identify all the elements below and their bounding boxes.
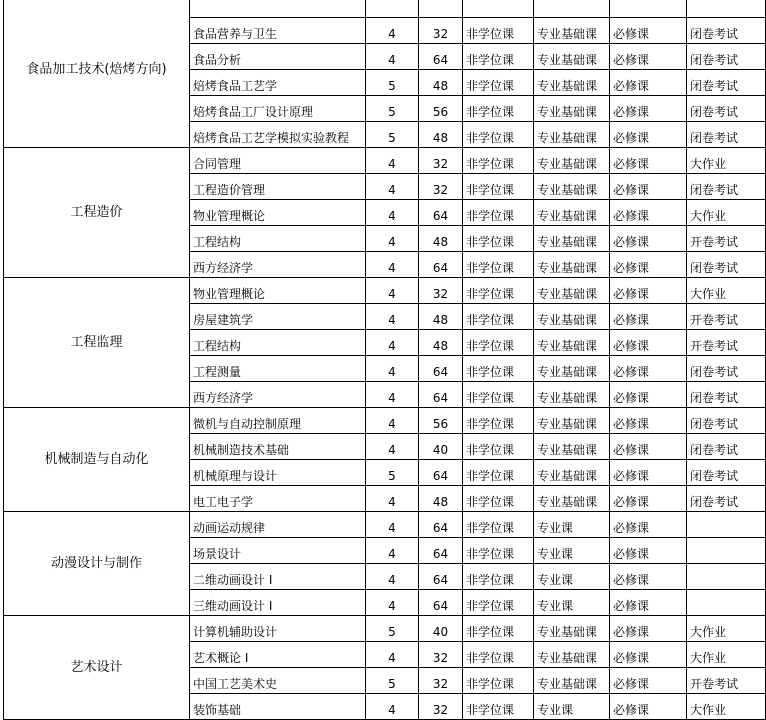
hours-cell: 64 bbox=[419, 590, 463, 616]
hours-cell: 32 bbox=[419, 642, 463, 668]
hours-cell: 64 bbox=[419, 356, 463, 382]
exam-method-cell bbox=[687, 590, 766, 616]
course-name-cell: 物业管理概论 bbox=[190, 278, 366, 304]
course-category-cell: 专业基础课 bbox=[534, 18, 610, 44]
credits-cell: 4 bbox=[366, 330, 419, 356]
degree-type-cell: 非学位课 bbox=[463, 304, 534, 330]
degree-type-cell: 非学位课 bbox=[463, 694, 534, 720]
requirement-cell: 必修课 bbox=[610, 356, 687, 382]
hours-cell: 48 bbox=[419, 226, 463, 252]
course-name-cell: 动画运动规律 bbox=[190, 512, 366, 538]
credits-cell: 4 bbox=[366, 148, 419, 174]
hours-cell: 48 bbox=[419, 70, 463, 96]
hours-cell: 64 bbox=[419, 44, 463, 70]
course-category-cell: 专业基础课 bbox=[534, 122, 610, 148]
course-name-cell: 西方经济学 bbox=[190, 252, 366, 278]
credits-cell bbox=[366, 0, 419, 18]
exam-method-cell: 开卷考试 bbox=[687, 304, 766, 330]
requirement-cell: 必修课 bbox=[610, 694, 687, 720]
exam-method-cell: 闭卷考试 bbox=[687, 18, 766, 44]
course-name-cell bbox=[190, 0, 366, 18]
degree-type-cell: 非学位课 bbox=[463, 330, 534, 356]
major-name: 工程监理 bbox=[4, 278, 190, 408]
exam-method-cell bbox=[687, 564, 766, 590]
course-category-cell: 专业基础课 bbox=[534, 278, 610, 304]
requirement-cell: 必修课 bbox=[610, 174, 687, 200]
exam-method-cell: 大作业 bbox=[687, 278, 766, 304]
requirement-cell: 必修课 bbox=[610, 226, 687, 252]
credits-cell: 5 bbox=[366, 96, 419, 122]
credits-cell: 4 bbox=[366, 642, 419, 668]
exam-method-cell: 大作业 bbox=[687, 642, 766, 668]
exam-method-cell: 闭卷考试 bbox=[687, 460, 766, 486]
exam-method-cell: 开卷考试 bbox=[687, 226, 766, 252]
exam-method-cell: 闭卷考试 bbox=[687, 486, 766, 512]
credits-cell: 4 bbox=[366, 434, 419, 460]
course-category-cell: 专业基础课 bbox=[534, 96, 610, 122]
course-name-cell: 合同管理 bbox=[190, 148, 366, 174]
hours-cell: 64 bbox=[419, 200, 463, 226]
hours-cell: 40 bbox=[419, 616, 463, 642]
degree-type-cell: 非学位课 bbox=[463, 174, 534, 200]
degree-type-cell: 非学位课 bbox=[463, 564, 534, 590]
hours-cell: 64 bbox=[419, 252, 463, 278]
major-name: 工程造价 bbox=[4, 148, 190, 278]
exam-method-cell: 大作业 bbox=[687, 694, 766, 720]
credits-cell: 4 bbox=[366, 512, 419, 538]
exam-method-cell: 大作业 bbox=[687, 616, 766, 642]
course-category-cell: 专业课 bbox=[534, 564, 610, 590]
exam-method-cell: 大作业 bbox=[687, 200, 766, 226]
course-category-cell: 专业基础课 bbox=[534, 200, 610, 226]
degree-type-cell bbox=[463, 0, 534, 18]
table-row bbox=[4, 616, 766, 642]
exam-method-cell: 大作业 bbox=[687, 148, 766, 174]
major-name: 食品加工技术(焙烤方向) bbox=[4, 0, 190, 148]
requirement-cell: 必修课 bbox=[610, 122, 687, 148]
requirement-cell: 必修课 bbox=[610, 148, 687, 174]
hours-cell: 32 bbox=[419, 18, 463, 44]
course-name-cell: 机械原理与设计 bbox=[190, 460, 366, 486]
course-category-cell: 专业基础课 bbox=[534, 252, 610, 278]
course-name-cell: 焙烤食品工艺学模拟实验教程 bbox=[190, 122, 366, 148]
course-category-cell: 专业基础课 bbox=[534, 668, 610, 694]
exam-method-cell: 开卷考试 bbox=[687, 668, 766, 694]
course-name-cell: 装饰基础 bbox=[190, 694, 366, 720]
degree-type-cell: 非学位课 bbox=[463, 96, 534, 122]
hours-cell: 48 bbox=[419, 330, 463, 356]
course-category-cell: 专业基础课 bbox=[534, 356, 610, 382]
degree-type-cell: 非学位课 bbox=[463, 616, 534, 642]
requirement-cell: 必修课 bbox=[610, 642, 687, 668]
degree-type-cell: 非学位课 bbox=[463, 226, 534, 252]
course-name-cell: 电工电子学 bbox=[190, 486, 366, 512]
degree-type-cell: 非学位课 bbox=[463, 200, 534, 226]
major-name: 艺术设计 bbox=[4, 616, 190, 720]
exam-method-cell: 闭卷考试 bbox=[687, 70, 766, 96]
course-category-cell: 专业课 bbox=[534, 694, 610, 720]
degree-type-cell: 非学位课 bbox=[463, 252, 534, 278]
requirement-cell: 必修课 bbox=[610, 252, 687, 278]
hours-cell: 40 bbox=[419, 434, 463, 460]
credits-cell: 4 bbox=[366, 252, 419, 278]
course-name-cell: 机械制造技术基础 bbox=[190, 434, 366, 460]
degree-type-cell: 非学位课 bbox=[463, 356, 534, 382]
course-name-cell: 焙烤食品工艺学 bbox=[190, 70, 366, 96]
course-name-cell: 物业管理概论 bbox=[190, 200, 366, 226]
degree-type-cell: 非学位课 bbox=[463, 44, 534, 70]
exam-method-cell: 闭卷考试 bbox=[687, 96, 766, 122]
course-name-cell: 食品分析 bbox=[190, 44, 366, 70]
credits-cell: 4 bbox=[366, 304, 419, 330]
table-row bbox=[4, 0, 766, 18]
degree-type-cell: 非学位课 bbox=[463, 122, 534, 148]
credits-cell: 4 bbox=[366, 174, 419, 200]
requirement-cell: 必修课 bbox=[610, 330, 687, 356]
degree-type-cell: 非学位课 bbox=[463, 460, 534, 486]
course-name-cell: 艺术概论 I bbox=[190, 642, 366, 668]
hours-cell: 32 bbox=[419, 174, 463, 200]
degree-type-cell: 非学位课 bbox=[463, 434, 534, 460]
exam-method-cell: 闭卷考试 bbox=[687, 122, 766, 148]
exam-method-cell: 闭卷考试 bbox=[687, 382, 766, 408]
course-category-cell: 专业基础课 bbox=[534, 434, 610, 460]
course-category-cell: 专业基础课 bbox=[534, 382, 610, 408]
course-name-cell: 工程造价管理 bbox=[190, 174, 366, 200]
requirement-cell: 必修课 bbox=[610, 408, 687, 434]
hours-cell: 32 bbox=[419, 148, 463, 174]
course-category-cell: 专业课 bbox=[534, 538, 610, 564]
hours-cell: 48 bbox=[419, 486, 463, 512]
course-name-cell: 中国工艺美术史 bbox=[190, 668, 366, 694]
credits-cell: 4 bbox=[366, 486, 419, 512]
credits-cell: 5 bbox=[366, 668, 419, 694]
hours-cell: 56 bbox=[419, 96, 463, 122]
course-category-cell: 专业基础课 bbox=[534, 616, 610, 642]
credits-cell: 4 bbox=[366, 564, 419, 590]
degree-type-cell: 非学位课 bbox=[463, 538, 534, 564]
degree-type-cell: 非学位课 bbox=[463, 512, 534, 538]
course-name-cell: 三维动画设计 I bbox=[190, 590, 366, 616]
hours-cell: 32 bbox=[419, 694, 463, 720]
hours-cell: 56 bbox=[419, 408, 463, 434]
course-category-cell: 专业基础课 bbox=[534, 642, 610, 668]
course-name-cell: 工程结构 bbox=[190, 226, 366, 252]
credits-cell: 5 bbox=[366, 616, 419, 642]
requirement-cell: 必修课 bbox=[610, 304, 687, 330]
degree-type-cell: 非学位课 bbox=[463, 486, 534, 512]
hours-cell: 64 bbox=[419, 538, 463, 564]
course-table bbox=[3, 0, 766, 720]
hours-cell: 64 bbox=[419, 460, 463, 486]
course-name-cell: 焙烤食品工厂设计原理 bbox=[190, 96, 366, 122]
requirement-cell: 必修课 bbox=[610, 434, 687, 460]
course-name-cell: 计算机辅助设计 bbox=[190, 616, 366, 642]
course-name-cell: 微机与自动控制原理 bbox=[190, 408, 366, 434]
course-category-cell: 专业基础课 bbox=[534, 460, 610, 486]
table-row bbox=[4, 148, 766, 174]
requirement-cell: 必修课 bbox=[610, 564, 687, 590]
course-name-cell: 食品营养与卫生 bbox=[190, 18, 366, 44]
exam-method-cell bbox=[687, 538, 766, 564]
course-category-cell: 专业基础课 bbox=[534, 44, 610, 70]
course-name-cell: 工程测量 bbox=[190, 356, 366, 382]
degree-type-cell: 非学位课 bbox=[463, 408, 534, 434]
requirement-cell: 必修课 bbox=[610, 538, 687, 564]
credits-cell: 4 bbox=[366, 382, 419, 408]
requirement-cell: 必修课 bbox=[610, 616, 687, 642]
table-row bbox=[4, 512, 766, 538]
table-row bbox=[4, 408, 766, 434]
course-name-cell: 房屋建筑学 bbox=[190, 304, 366, 330]
credits-cell: 4 bbox=[366, 356, 419, 382]
requirement-cell bbox=[610, 0, 687, 18]
exam-method-cell: 闭卷考试 bbox=[687, 44, 766, 70]
credits-cell: 5 bbox=[366, 122, 419, 148]
exam-method-cell: 闭卷考试 bbox=[687, 174, 766, 200]
course-category-cell: 专业课 bbox=[534, 512, 610, 538]
course-category-cell: 专业基础课 bbox=[534, 304, 610, 330]
course-category-cell: 专业基础课 bbox=[534, 408, 610, 434]
credits-cell: 4 bbox=[366, 694, 419, 720]
major-name: 机械制造与自动化 bbox=[4, 408, 190, 512]
degree-type-cell: 非学位课 bbox=[463, 278, 534, 304]
degree-type-cell: 非学位课 bbox=[463, 18, 534, 44]
exam-method-cell bbox=[687, 512, 766, 538]
course-category-cell: 专业基础课 bbox=[534, 70, 610, 96]
degree-type-cell: 非学位课 bbox=[463, 642, 534, 668]
course-name-cell: 二维动画设计 I bbox=[190, 564, 366, 590]
exam-method-cell: 闭卷考试 bbox=[687, 252, 766, 278]
course-category-cell: 专业基础课 bbox=[534, 226, 610, 252]
credits-cell: 4 bbox=[366, 590, 419, 616]
requirement-cell: 必修课 bbox=[610, 18, 687, 44]
course-category-cell bbox=[534, 0, 610, 18]
course-category-cell: 专业课 bbox=[534, 590, 610, 616]
exam-method-cell bbox=[687, 0, 766, 18]
credits-cell: 4 bbox=[366, 226, 419, 252]
degree-type-cell: 非学位课 bbox=[463, 70, 534, 96]
requirement-cell: 必修课 bbox=[610, 382, 687, 408]
requirement-cell: 必修课 bbox=[610, 590, 687, 616]
course-category-cell: 专业基础课 bbox=[534, 486, 610, 512]
course-category-cell: 专业基础课 bbox=[534, 174, 610, 200]
exam-method-cell: 闭卷考试 bbox=[687, 408, 766, 434]
exam-method-cell: 闭卷考试 bbox=[687, 356, 766, 382]
table-row bbox=[4, 278, 766, 304]
credits-cell: 5 bbox=[366, 460, 419, 486]
credits-cell: 5 bbox=[366, 70, 419, 96]
exam-method-cell: 开卷考试 bbox=[687, 330, 766, 356]
hours-cell: 48 bbox=[419, 122, 463, 148]
hours-cell: 48 bbox=[419, 304, 463, 330]
credits-cell: 4 bbox=[366, 538, 419, 564]
course-name-cell: 西方经济学 bbox=[190, 382, 366, 408]
hours-cell: 32 bbox=[419, 278, 463, 304]
degree-type-cell: 非学位课 bbox=[463, 590, 534, 616]
requirement-cell: 必修课 bbox=[610, 44, 687, 70]
major-name: 动漫设计与制作 bbox=[4, 512, 190, 616]
credits-cell: 4 bbox=[366, 278, 419, 304]
requirement-cell: 必修课 bbox=[610, 512, 687, 538]
exam-method-cell: 闭卷考试 bbox=[687, 434, 766, 460]
requirement-cell: 必修课 bbox=[610, 200, 687, 226]
hours-cell: 32 bbox=[419, 668, 463, 694]
credits-cell: 4 bbox=[366, 44, 419, 70]
credits-cell: 4 bbox=[366, 200, 419, 226]
course-category-cell: 专业基础课 bbox=[534, 330, 610, 356]
hours-cell bbox=[419, 0, 463, 18]
course-table-body bbox=[4, 0, 766, 720]
degree-type-cell: 非学位课 bbox=[463, 668, 534, 694]
course-category-cell: 专业基础课 bbox=[534, 148, 610, 174]
credits-cell: 4 bbox=[366, 18, 419, 44]
requirement-cell: 必修课 bbox=[610, 278, 687, 304]
requirement-cell: 必修课 bbox=[610, 96, 687, 122]
hours-cell: 64 bbox=[419, 564, 463, 590]
hours-cell: 64 bbox=[419, 512, 463, 538]
requirement-cell: 必修课 bbox=[610, 70, 687, 96]
credits-cell: 4 bbox=[366, 408, 419, 434]
course-name-cell: 工程结构 bbox=[190, 330, 366, 356]
requirement-cell: 必修课 bbox=[610, 460, 687, 486]
hours-cell: 64 bbox=[419, 382, 463, 408]
course-name-cell: 场景设计 bbox=[190, 538, 366, 564]
degree-type-cell: 非学位课 bbox=[463, 148, 534, 174]
requirement-cell: 必修课 bbox=[610, 486, 687, 512]
degree-type-cell: 非学位课 bbox=[463, 382, 534, 408]
requirement-cell: 必修课 bbox=[610, 668, 687, 694]
